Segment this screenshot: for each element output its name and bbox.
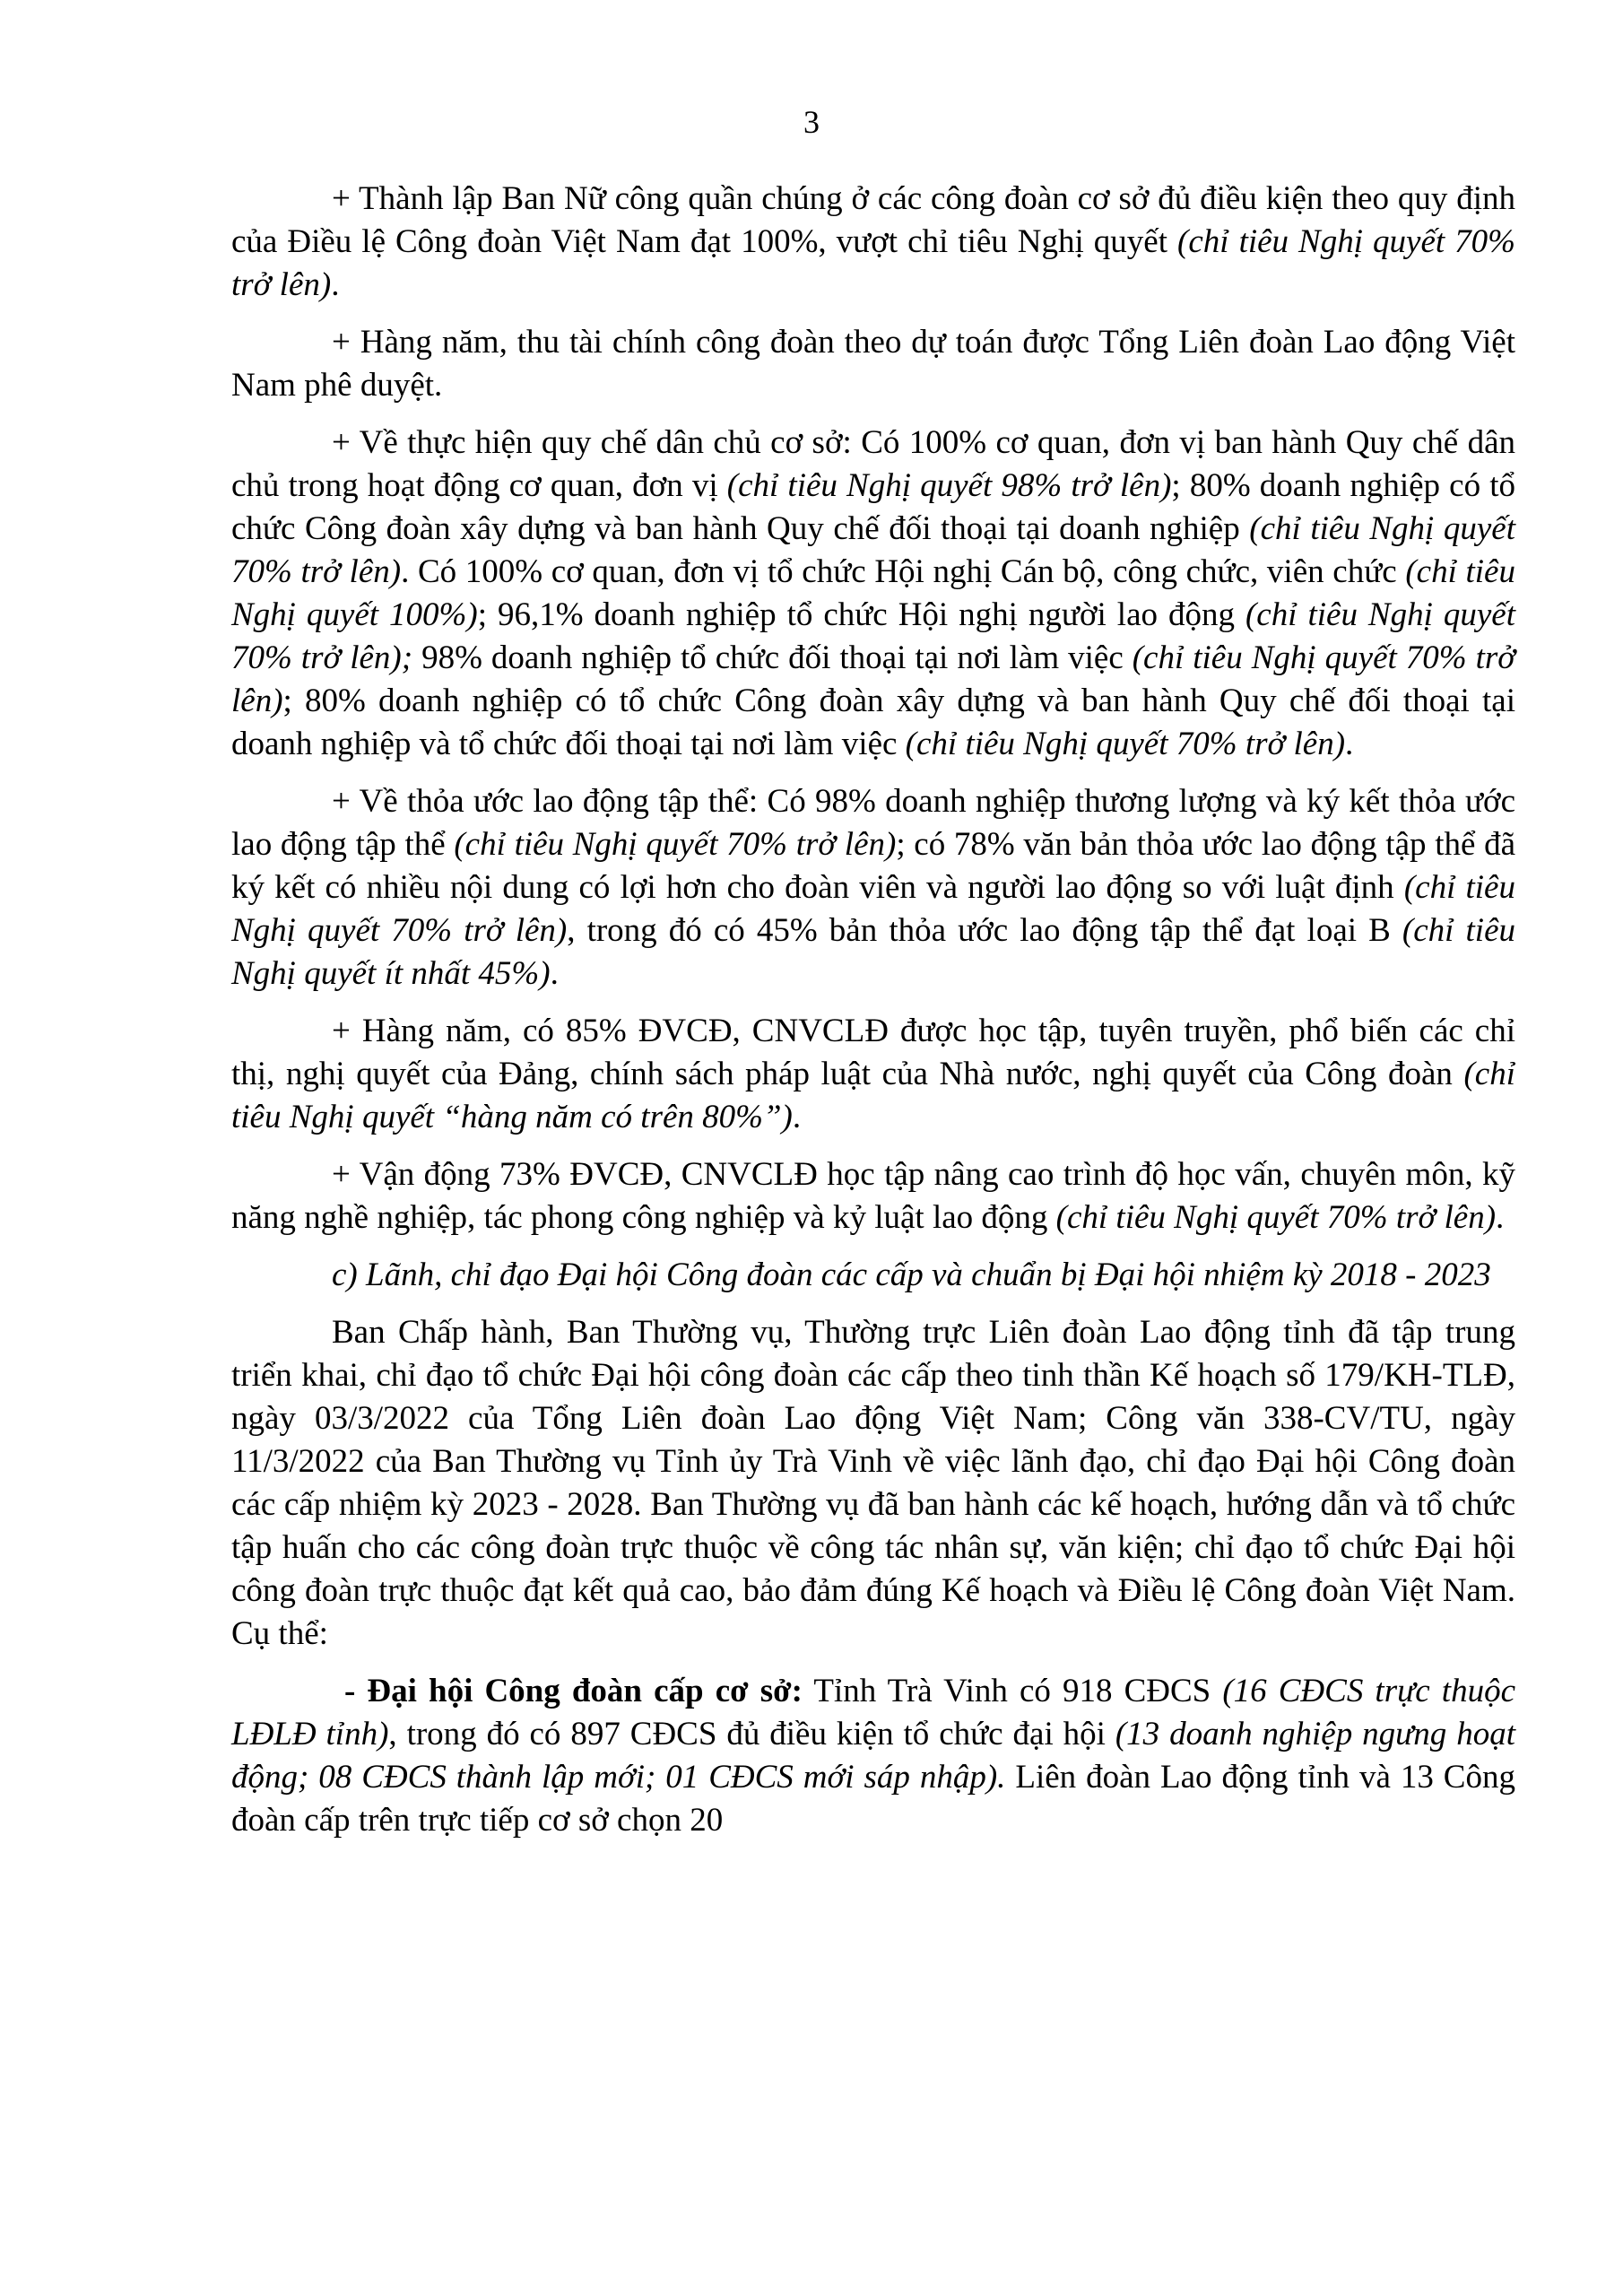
italic-text: (chỉ tiêu Nghị quyết 100%): [231, 553, 1515, 633]
paragraph-hoc-tap-tuyen-truyen: [231, 1010, 1515, 1139]
page-number: 3: [803, 104, 820, 140]
paragraph-thoa-uoc-lao-dong: [231, 780, 1515, 996]
italic-text: (chỉ tiêu Nghị quyết 70% trở lên): [905, 726, 1346, 762]
italic-text: (13 doanh nghiệp ngưng hoạt động; 08 CĐCS thành lập mới; 01 CĐCS mới sáp nhập).: [231, 1716, 1516, 1796]
body-text: . Có 100% cơ quan, đơn vị tổ chức Hội nghị Cán bộ, công chức, viên chức: [401, 553, 1406, 590]
body-text: + Hàng năm, thu tài chính công đoàn theo dự toán được Tổng Liên đoàn Lao động Việt Nam phê duyệt.: [231, 324, 1515, 404]
body-text: ; có 78% văn bản thỏa ước lao động tập thể đã ký kết có nhiều nội dung có lợi hơn cho đoàn viên và người lao động so với luật định: [231, 826, 1515, 906]
body-text: + Về thỏa ước lao động tập thể: Có 98% doanh nghiệp thương lượng và ký kết thỏa ước lao động tập thể: [231, 783, 1515, 863]
body-text: .: [1496, 1199, 1505, 1236]
body-text: .: [550, 955, 559, 992]
body-text: .: [1345, 726, 1354, 762]
bold-text: - Đại hội Công đoàn cấp cơ sở:: [344, 1673, 803, 1709]
body-text: + Thành lập Ban Nữ công quần chúng ở các công đoàn cơ sở đủ điều kiện theo quy định của Điều lệ Công đoàn Việt Nam đạt 100%, vượt chỉ tiêu Nghị quyết: [231, 180, 1515, 260]
italic-text: (chỉ tiêu Nghị quyết “hàng năm có trên 80%”): [231, 1056, 1515, 1135]
italic-text: (chỉ tiêu Nghị quyết 70% trở lên): [231, 223, 1515, 303]
italic-text: c) Lãnh, chỉ đạo Đại hội Công đoàn các cấp và chuẩn bị Đại hội nhiệm kỳ 2018 - 2023: [332, 1257, 1491, 1293]
italic-text: (chỉ tiêu Nghị quyết ít nhất 45%): [231, 912, 1515, 992]
italic-text: (chỉ tiêu Nghị quyết 70% trở lên): [1055, 1199, 1497, 1236]
body-text: , trong đó có 897 CĐCS đủ điều kiện tổ chức đại hội: [388, 1716, 1115, 1752]
body-text: .: [331, 266, 340, 303]
italic-text: (chỉ tiêu Nghị quyết 70% trở lên): [231, 639, 1515, 719]
body-text: ; 80% doanh nghiệp có tổ chức Công đoàn xây dựng và ban hành Quy chế đối thoại tại doanh nghiệp: [231, 467, 1515, 547]
paragraph-quy-che-dan-chu: [231, 422, 1515, 766]
italic-text: (chỉ tiêu Nghị quyết 70% trở lên);: [231, 596, 1515, 676]
body-text: Ban Chấp hành, Ban Thường vụ, Thường trực Liên đoàn Lao động tỉnh đã tập trung triển khai, chỉ đạo tổ chức Đại hội công đoàn các cấp theo tinh thần Kế hoạch số 179/KH-TLĐ, ngày 03/3/2022 của Tổng Liên đoàn Lao động Việt Nam; Công văn 338-CV/TU, ngày 11/3/2022 của Ban Thường vụ Tỉnh ủy Trà Vinh về việc lãnh đạo, chỉ đạo Đại hội Công đoàn các cấp nhiệm kỳ 2023 - 2028. Ban Thường vụ đã ban hành các kế hoạch, hướng dẫn và tổ chức tập huấn cho các công đoàn trực thuộc về công tác nhân sự, văn kiện; chỉ đạo tổ chức Đại hội công đoàn trực thuộc đạt kết quả cao, bảo đảm đúng Kế hoạch và Điều lệ Công đoàn Việt Nam. Cụ thể:: [231, 1314, 1515, 1652]
italic-text: (chỉ tiêu Nghị quyết 70% trở lên): [231, 510, 1515, 590]
body-text: 98% doanh nghiệp tổ chức đối thoại tại nơi làm việc: [412, 639, 1133, 676]
section-heading-dai-hoi: [231, 1254, 1515, 1297]
italic-text: (chỉ tiêu Nghị quyết 70% trở lên): [231, 869, 1515, 949]
body-text: .: [792, 1099, 802, 1135]
paragraph-dai-hoi-co-so: [231, 1670, 1515, 1842]
paragraph-ban-chap-hanh: [231, 1311, 1515, 1656]
italic-text: (chỉ tiêu Nghị quyết 98% trở lên): [726, 467, 1172, 504]
body-text: Tỉnh Trà Vinh có 918 CĐCS: [802, 1673, 1223, 1709]
italic-text: (chỉ tiêu Nghị quyết 70% trở lên): [454, 826, 897, 863]
body-text: + Hàng năm, có 85% ĐVCĐ, CNVCLĐ được học tập, tuyên truyền, phổ biến các chỉ thị, nghị quyết của Đảng, chính sách pháp luật của Nhà nước, nghị quyết của Công đoàn: [231, 1013, 1515, 1092]
paragraph-thu-tai-chinh: [231, 321, 1515, 407]
paragraph-ban-nu-cong: [231, 178, 1515, 307]
body-text: , trong đó có 45% bản thỏa ước lao động tập thể đạt loại B: [567, 912, 1402, 949]
body-text: ; 96,1% doanh nghiệp tổ chức Hội nghị người lao động: [477, 596, 1245, 633]
body-text: + Vận động 73% ĐVCĐ, CNVCLĐ học tập nâng cao trình độ học vấn, chuyên môn, kỹ năng nghề nghiệp, tác phong công nghiệp và kỷ luật lao động: [231, 1156, 1515, 1236]
document-body: [231, 178, 1515, 1842]
body-text: Liên đoàn Lao động tỉnh và 13 Công đoàn cấp trên trực tiếp cơ sở chọn 20: [231, 1759, 1515, 1839]
italic-text: (16 CĐCS trực thuộc LĐLĐ tỉnh): [231, 1673, 1516, 1752]
body-text: + Về thực hiện quy chế dân chủ cơ sở: Có 100% cơ quan, đơn vị ban hành Quy chế dân chủ trong hoạt động cơ quan, đơn vị: [231, 424, 1515, 504]
body-text: ; 80% doanh nghiệp có tổ chức Công đoàn xây dựng và ban hành Quy chế đối thoại tại doanh nghiệp và tổ chức đối thoại tại nơi làm việc: [231, 683, 1515, 762]
paragraph-van-dong-hoc-tap: [231, 1153, 1515, 1239]
